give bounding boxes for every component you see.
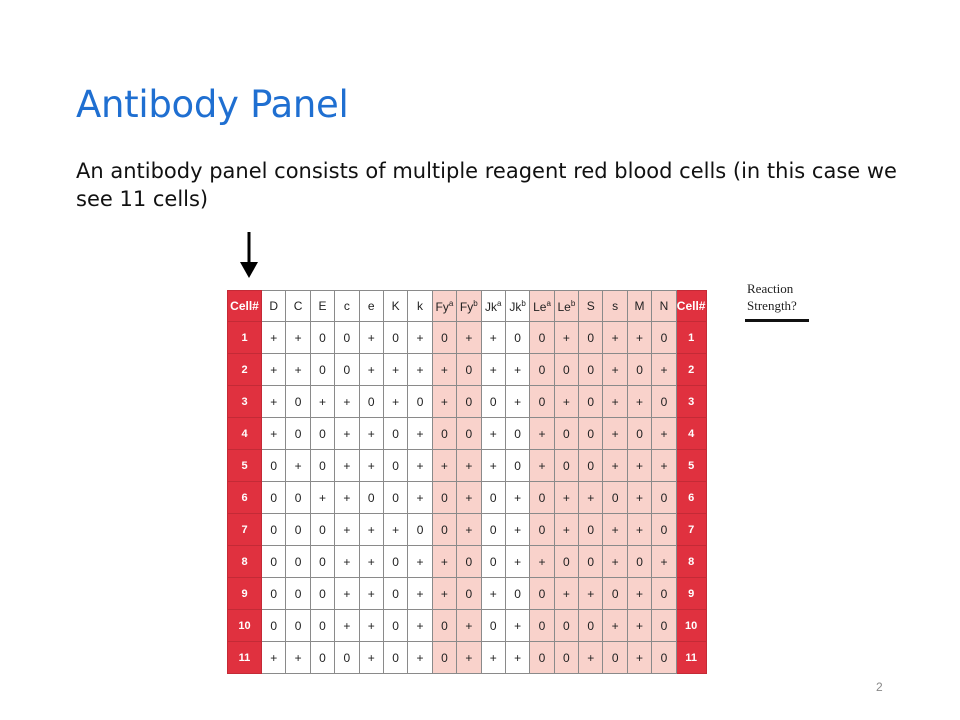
reaction-cell: 0 xyxy=(408,386,432,418)
reaction-cell: + xyxy=(262,418,286,450)
reaction-cell: 0 xyxy=(262,450,286,482)
reaction-cell: 0 xyxy=(310,610,334,642)
reaction-cell: + xyxy=(359,450,383,482)
reaction-cell: + xyxy=(603,610,627,642)
reaction-cell: 0 xyxy=(530,322,554,354)
reaction-cell: + xyxy=(457,610,481,642)
reaction-cell: + xyxy=(652,354,676,386)
table-row xyxy=(228,482,707,514)
reaction-cell: + xyxy=(383,354,407,386)
column-header-17 xyxy=(627,291,651,322)
reaction-cell: 0 xyxy=(579,514,603,546)
column-header-6 xyxy=(359,291,383,322)
reaction-cell: 0 xyxy=(652,642,676,674)
reaction-cell: + xyxy=(627,642,651,674)
reaction-cell: 0 xyxy=(359,386,383,418)
cell-number: 10 xyxy=(676,610,706,642)
column-header-label: Le xyxy=(533,299,547,314)
reaction-cell: + xyxy=(408,322,432,354)
reaction-cell: + xyxy=(457,322,481,354)
antibody-panel-table xyxy=(227,290,707,674)
reaction-cell: + xyxy=(554,578,578,610)
reaction-cell: 0 xyxy=(383,546,407,578)
reaction-cell: + xyxy=(408,450,432,482)
reaction-cell: 0 xyxy=(457,578,481,610)
reaction-cell: + xyxy=(262,322,286,354)
reaction-cell: 0 xyxy=(262,482,286,514)
reaction-cell: + xyxy=(505,610,529,642)
column-header-7 xyxy=(383,291,407,322)
reaction-cell: + xyxy=(505,386,529,418)
reaction-cell: 0 xyxy=(652,578,676,610)
reaction-cell: 0 xyxy=(432,514,456,546)
column-header-label: k xyxy=(417,299,424,313)
reaction-cell: 0 xyxy=(383,418,407,450)
column-header-5 xyxy=(335,291,359,322)
reaction-cell: + xyxy=(335,450,359,482)
column-header-label: C xyxy=(293,299,303,313)
reaction-cell: + xyxy=(408,610,432,642)
column-header-label: s xyxy=(612,299,619,313)
reaction-cell: + xyxy=(530,418,554,450)
reaction-cell: 0 xyxy=(579,354,603,386)
column-header-3 xyxy=(286,291,310,322)
reaction-cell: 0 xyxy=(457,386,481,418)
reaction-cell: + xyxy=(579,482,603,514)
reaction-cell: 0 xyxy=(652,514,676,546)
reaction-cell: + xyxy=(359,578,383,610)
reaction-cell: + xyxy=(652,546,676,578)
reaction-cell: + xyxy=(603,546,627,578)
column-header-label: Fy xyxy=(435,299,449,314)
cell-number: 8 xyxy=(676,546,706,578)
reaction-cell: 0 xyxy=(432,322,456,354)
reaction-cell: 0 xyxy=(310,322,334,354)
reaction-cell: + xyxy=(262,642,286,674)
reaction-cell: 0 xyxy=(310,578,334,610)
reaction-cell: + xyxy=(457,450,481,482)
reaction-strength-label xyxy=(747,280,797,314)
table-row xyxy=(228,418,707,450)
cell-number: 6 xyxy=(228,482,262,514)
reaction-cell: 0 xyxy=(335,354,359,386)
cell-number: 10 xyxy=(228,610,262,642)
column-header-superscript: a xyxy=(496,298,502,308)
reaction-cell: 0 xyxy=(262,514,286,546)
reaction-cell: 0 xyxy=(579,322,603,354)
reaction-cell: 0 xyxy=(335,322,359,354)
reaction-cell: + xyxy=(432,578,456,610)
reaction-cell: + xyxy=(481,450,505,482)
reaction-cell: + xyxy=(432,546,456,578)
column-header-label: E xyxy=(318,299,327,313)
reaction-cell: 0 xyxy=(262,546,286,578)
reaction-cell: 0 xyxy=(579,418,603,450)
column-header-4 xyxy=(310,291,334,322)
reaction-cell: + xyxy=(335,546,359,578)
column-header-label: Jk xyxy=(509,299,522,314)
reaction-cell: 0 xyxy=(627,418,651,450)
cell-number: 7 xyxy=(228,514,262,546)
reaction-cell: 0 xyxy=(603,482,627,514)
reaction-cell: + xyxy=(603,450,627,482)
reaction-cell: + xyxy=(432,450,456,482)
reaction-cell: + xyxy=(481,322,505,354)
reaction-cell: 0 xyxy=(432,418,456,450)
reaction-cell: + xyxy=(383,514,407,546)
reaction-cell: 0 xyxy=(383,322,407,354)
reaction-label-line2: Strength? xyxy=(747,298,797,313)
reaction-cell: 0 xyxy=(579,386,603,418)
cell-number: 11 xyxy=(676,642,706,674)
reaction-cell: 0 xyxy=(310,450,334,482)
reaction-cell: 0 xyxy=(579,546,603,578)
table-row xyxy=(228,322,707,354)
reaction-cell: 0 xyxy=(286,386,310,418)
reaction-cell: 0 xyxy=(310,418,334,450)
column-header-label: M xyxy=(634,299,645,313)
reaction-cell: + xyxy=(530,450,554,482)
reaction-cell: 0 xyxy=(530,642,554,674)
reaction-cell: + xyxy=(554,386,578,418)
reaction-underline xyxy=(745,319,809,322)
reaction-cell: 0 xyxy=(603,642,627,674)
column-header-superscript: b xyxy=(473,298,478,308)
cell-number: 3 xyxy=(228,386,262,418)
reaction-cell: + xyxy=(505,546,529,578)
slide-body-text: An antibody panel consists of multiple reagent red blood cells (in this case we see 11 cells) xyxy=(76,159,897,211)
reaction-cell: 0 xyxy=(627,354,651,386)
reaction-cell: + xyxy=(554,482,578,514)
column-header-2 xyxy=(262,291,286,322)
reaction-cell: 0 xyxy=(530,354,554,386)
panel-header-row xyxy=(228,291,707,322)
reaction-cell: + xyxy=(457,482,481,514)
reaction-cell: + xyxy=(481,578,505,610)
down-arrow-icon xyxy=(238,232,260,280)
reaction-cell: + xyxy=(530,546,554,578)
column-header-12 xyxy=(505,291,529,322)
column-header-label: Cell# xyxy=(676,299,706,313)
reaction-cell: 0 xyxy=(432,482,456,514)
cell-number: 1 xyxy=(228,322,262,354)
reaction-cell: + xyxy=(627,610,651,642)
reaction-cell: + xyxy=(652,418,676,450)
reaction-cell: + xyxy=(432,354,456,386)
reaction-cell: 0 xyxy=(262,578,286,610)
reaction-cell: 0 xyxy=(335,642,359,674)
reaction-cell: 0 xyxy=(383,482,407,514)
reaction-cell: 0 xyxy=(286,482,310,514)
column-header-19 xyxy=(676,291,706,322)
reaction-cell: + xyxy=(359,418,383,450)
reaction-cell: + xyxy=(335,514,359,546)
column-header-superscript: b xyxy=(570,298,576,308)
reaction-cell: 0 xyxy=(457,354,481,386)
reaction-cell: + xyxy=(359,610,383,642)
reaction-cell: + xyxy=(627,322,651,354)
cell-number: 2 xyxy=(228,354,262,386)
cell-number: 4 xyxy=(228,418,262,450)
reaction-cell: 0 xyxy=(579,610,603,642)
reaction-cell: + xyxy=(359,514,383,546)
cell-number: 9 xyxy=(676,578,706,610)
reaction-cell: + xyxy=(286,642,310,674)
reaction-cell: + xyxy=(457,642,481,674)
reaction-cell: 0 xyxy=(481,514,505,546)
reaction-cell: + xyxy=(652,450,676,482)
reaction-cell: + xyxy=(505,354,529,386)
reaction-cell: + xyxy=(603,354,627,386)
table-row xyxy=(228,578,707,610)
reaction-cell: 0 xyxy=(554,546,578,578)
reaction-cell: 0 xyxy=(554,450,578,482)
reaction-cell: 0 xyxy=(383,578,407,610)
column-header-superscript: b xyxy=(521,298,526,308)
reaction-cell: + xyxy=(505,514,529,546)
reaction-cell: + xyxy=(481,642,505,674)
reaction-cell: 0 xyxy=(310,642,334,674)
cell-number: 6 xyxy=(676,482,706,514)
reaction-cell: + xyxy=(335,610,359,642)
column-header-label: Fy xyxy=(459,299,474,314)
reaction-cell: + xyxy=(359,322,383,354)
reaction-cell: + xyxy=(335,386,359,418)
column-header-14 xyxy=(554,291,578,322)
reaction-cell: + xyxy=(262,386,286,418)
reaction-cell: + xyxy=(603,386,627,418)
column-header-label: e xyxy=(367,299,375,313)
column-header-label: D xyxy=(269,299,279,313)
reaction-cell: 0 xyxy=(554,418,578,450)
reaction-cell: 0 xyxy=(530,482,554,514)
cell-number: 9 xyxy=(228,578,262,610)
reaction-cell: + xyxy=(335,482,359,514)
reaction-cell: + xyxy=(286,322,310,354)
reaction-cell: + xyxy=(262,354,286,386)
reaction-cell: 0 xyxy=(505,322,529,354)
reaction-cell: 0 xyxy=(457,418,481,450)
reaction-cell: 0 xyxy=(627,546,651,578)
reaction-cell: 0 xyxy=(530,514,554,546)
reaction-cell: + xyxy=(408,354,432,386)
table-row xyxy=(228,642,707,674)
cell-number: 3 xyxy=(676,386,706,418)
reaction-cell: + xyxy=(603,322,627,354)
cell-number: 5 xyxy=(228,450,262,482)
reaction-cell: 0 xyxy=(383,642,407,674)
reaction-cell: 0 xyxy=(481,546,505,578)
reaction-cell: + xyxy=(579,642,603,674)
reaction-cell: 0 xyxy=(652,386,676,418)
reaction-cell: 0 xyxy=(286,546,310,578)
reaction-cell: + xyxy=(627,578,651,610)
reaction-cell: + xyxy=(408,418,432,450)
reaction-cell: 0 xyxy=(383,450,407,482)
column-header-superscript: a xyxy=(546,298,551,308)
reaction-cell: + xyxy=(505,642,529,674)
reaction-cell: + xyxy=(408,482,432,514)
reaction-cell: 0 xyxy=(432,642,456,674)
column-header-18 xyxy=(652,291,676,322)
table-row xyxy=(228,514,707,546)
reaction-cell: + xyxy=(627,450,651,482)
reaction-cell: + xyxy=(359,642,383,674)
reaction-cell: 0 xyxy=(286,578,310,610)
reaction-cell: 0 xyxy=(505,578,529,610)
reaction-cell: 0 xyxy=(554,610,578,642)
column-header-1 xyxy=(228,291,262,322)
reaction-cell: 0 xyxy=(286,514,310,546)
reaction-cell: 0 xyxy=(481,482,505,514)
reaction-cell: + xyxy=(481,418,505,450)
column-header-9 xyxy=(432,291,456,322)
page-number: 2 xyxy=(876,680,883,694)
reaction-cell: 0 xyxy=(554,642,578,674)
cell-number: 4 xyxy=(676,418,706,450)
reaction-cell: 0 xyxy=(286,418,310,450)
reaction-cell: + xyxy=(432,386,456,418)
reaction-cell: 0 xyxy=(481,610,505,642)
reaction-cell: 0 xyxy=(310,514,334,546)
reaction-cell: 0 xyxy=(579,450,603,482)
reaction-cell: 0 xyxy=(457,546,481,578)
reaction-cell: 0 xyxy=(530,578,554,610)
reaction-cell: + xyxy=(359,546,383,578)
reaction-cell: 0 xyxy=(481,386,505,418)
cell-number: 7 xyxy=(676,514,706,546)
table-row xyxy=(228,354,707,386)
reaction-cell: 0 xyxy=(432,610,456,642)
column-header-superscript: a xyxy=(448,298,454,308)
table-row xyxy=(228,610,707,642)
column-header-label: Le xyxy=(557,299,571,314)
reaction-cell: + xyxy=(554,322,578,354)
reaction-cell: + xyxy=(579,578,603,610)
reaction-cell: 0 xyxy=(652,322,676,354)
column-header-8 xyxy=(408,291,432,322)
column-header-10 xyxy=(457,291,481,322)
column-header-label: c xyxy=(343,299,350,313)
reaction-cell: 0 xyxy=(408,514,432,546)
column-header-15 xyxy=(579,291,603,322)
cell-number: 2 xyxy=(676,354,706,386)
reaction-cell: 0 xyxy=(383,610,407,642)
reaction-cell: + xyxy=(505,482,529,514)
reaction-cell: + xyxy=(310,482,334,514)
reaction-cell: 0 xyxy=(505,450,529,482)
column-header-label: Jk xyxy=(484,299,497,314)
reaction-cell: + xyxy=(627,386,651,418)
reaction-cell: + xyxy=(286,354,310,386)
cell-number: 11 xyxy=(228,642,262,674)
reaction-cell: 0 xyxy=(530,386,554,418)
reaction-cell: 0 xyxy=(359,482,383,514)
reaction-cell: + xyxy=(335,578,359,610)
reaction-cell: 0 xyxy=(652,482,676,514)
reaction-cell: 0 xyxy=(310,546,334,578)
cell-number: 8 xyxy=(228,546,262,578)
reaction-cell: + xyxy=(603,514,627,546)
cell-number: 5 xyxy=(676,450,706,482)
reaction-cell: 0 xyxy=(286,610,310,642)
reaction-cell: + xyxy=(286,450,310,482)
column-header-label: K xyxy=(391,299,400,313)
column-header-label: S xyxy=(586,299,595,313)
reaction-cell: 0 xyxy=(310,354,334,386)
reaction-cell: + xyxy=(408,578,432,610)
reaction-cell: + xyxy=(554,514,578,546)
slide-title: Antibody Panel xyxy=(76,83,349,126)
reaction-cell: + xyxy=(627,514,651,546)
reaction-cell: + xyxy=(335,418,359,450)
reaction-cell: 0 xyxy=(603,578,627,610)
column-header-13 xyxy=(530,291,554,322)
column-header-label: N xyxy=(659,299,669,313)
reaction-cell: + xyxy=(457,514,481,546)
reaction-cell: + xyxy=(481,354,505,386)
table-row xyxy=(228,450,707,482)
column-header-16 xyxy=(603,291,627,322)
table-row xyxy=(228,386,707,418)
reaction-cell: + xyxy=(603,418,627,450)
column-header-label: Cell# xyxy=(230,299,259,313)
reaction-cell: 0 xyxy=(530,610,554,642)
reaction-label-line1: Reaction xyxy=(747,281,794,296)
reaction-cell: + xyxy=(408,546,432,578)
column-header-11 xyxy=(481,291,505,322)
reaction-cell: + xyxy=(310,386,334,418)
reaction-cell: + xyxy=(408,642,432,674)
reaction-cell: 0 xyxy=(554,354,578,386)
reaction-cell: + xyxy=(383,386,407,418)
table-row xyxy=(228,546,707,578)
reaction-cell: + xyxy=(359,354,383,386)
reaction-cell: 0 xyxy=(505,418,529,450)
reaction-cell: + xyxy=(627,482,651,514)
cell-number: 1 xyxy=(676,322,706,354)
reaction-cell: 0 xyxy=(652,610,676,642)
reaction-cell: 0 xyxy=(262,610,286,642)
